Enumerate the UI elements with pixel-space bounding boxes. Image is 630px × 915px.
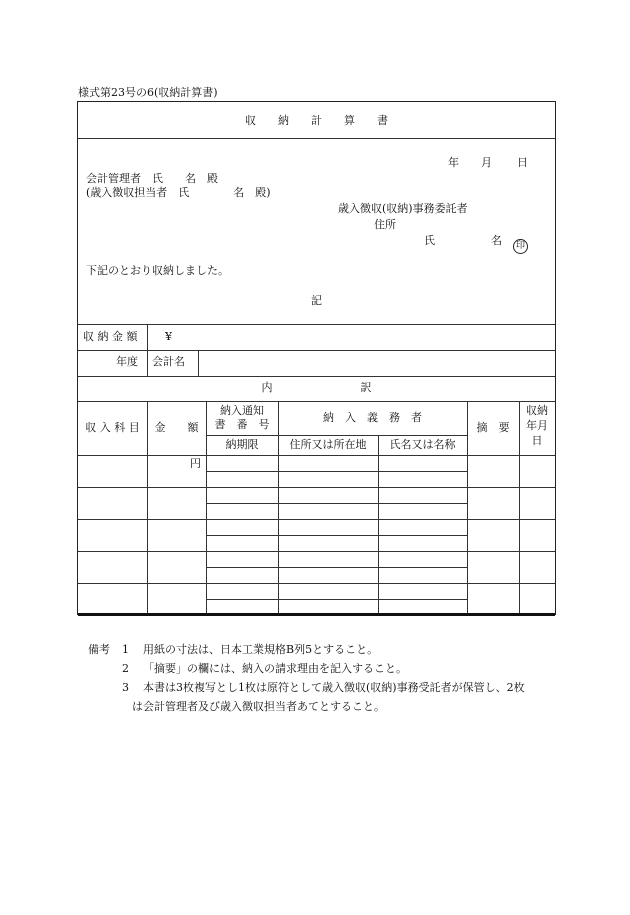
- contractor-name-label-2: 名: [491, 234, 502, 247]
- divider: [78, 551, 555, 552]
- addressee-line-2: (歳入徴収担当者 氏 名 殿): [86, 186, 271, 199]
- divider: [78, 519, 555, 520]
- fiscal-year-label: 年度: [116, 355, 138, 368]
- divider: [78, 455, 555, 456]
- seal-mark: [510, 233, 528, 254]
- header-notice-number-1: 納入通知: [220, 404, 264, 417]
- divider: [78, 487, 555, 488]
- note-number: 3: [122, 681, 129, 694]
- note-number: 1: [122, 643, 129, 656]
- contractor-address-label: 住所: [374, 218, 396, 231]
- amount-label: 収 納 金 額: [83, 330, 138, 343]
- note-text: 本書は3枚複写とし1枚は原符として歳入徴収(収納)事務受託者が保管し、2枚: [143, 681, 525, 694]
- divider: [78, 376, 555, 377]
- divider: [206, 401, 207, 613]
- breakdown-title: 内 訳: [261, 381, 372, 394]
- divider: [78, 401, 555, 402]
- divider: [206, 599, 467, 600]
- note-number: 2: [122, 662, 129, 675]
- date-month-label: 月: [481, 156, 492, 169]
- divider: [78, 350, 555, 351]
- notes-label: 備考: [88, 643, 110, 656]
- divider: [206, 535, 467, 536]
- header-due-date: 納期限: [225, 438, 259, 451]
- divider: [206, 471, 467, 472]
- divider: [206, 435, 467, 436]
- bottom-thick-border: [78, 613, 555, 616]
- contractor-title: 歳入徴収(収納)事務委託者: [338, 202, 468, 215]
- header-payer: 納 入 義 務 者: [323, 411, 422, 424]
- statement-text: 下記のとおり収納しました。: [86, 264, 229, 277]
- addressee-line-1: 会計管理者 氏 名 殿: [86, 172, 218, 185]
- ki-label: 記: [311, 294, 322, 307]
- yen-symbol: ¥: [165, 330, 172, 343]
- header-summary: 摘 要: [476, 421, 510, 434]
- date-year-label: 年: [448, 156, 459, 169]
- note-row: [88, 659, 525, 678]
- header-amount: 金 額: [154, 421, 199, 434]
- header-name: 氏名又は名称: [389, 438, 456, 451]
- header-item: 収 入 科 目: [85, 421, 140, 434]
- divider: [78, 324, 555, 325]
- header-date-3: 日: [531, 434, 543, 447]
- contractor-name-label-1: 氏: [424, 234, 435, 247]
- divider: [78, 138, 555, 139]
- seal-icon: 印: [513, 239, 528, 254]
- divider: [198, 350, 199, 376]
- header-notice-number-2: 書 番 号: [214, 418, 270, 431]
- notes-section: [88, 640, 525, 716]
- header-date-2: 年月: [526, 419, 548, 432]
- note-row: [88, 697, 525, 716]
- divider: [206, 567, 467, 568]
- divider: [78, 583, 555, 584]
- divider: [278, 401, 279, 613]
- divider: [378, 435, 379, 613]
- note-row: [88, 640, 525, 659]
- account-name-label: 会計名: [152, 355, 185, 368]
- header-date-1: 収納: [526, 404, 548, 417]
- note-row: [88, 678, 525, 697]
- date-day-label: 日: [517, 156, 528, 169]
- calculation-form: [77, 101, 556, 615]
- divider: [206, 503, 467, 504]
- note-text: 「摘要」の欄には、納入の請求理由を記入すること。: [143, 662, 407, 675]
- form-title: 収 納 計 算 書: [245, 114, 388, 127]
- note-text: 用紙の寸法は、日本工業規格B列5とすること。: [143, 643, 379, 656]
- form-number-label: 様式第23号の6(収納計算書): [78, 86, 218, 99]
- note-continuation: は会計管理者及び歳入徴収担当者あてとすること。: [132, 700, 385, 713]
- header-address: 住所又は所在地: [289, 438, 367, 451]
- yen-unit: 円: [190, 457, 201, 470]
